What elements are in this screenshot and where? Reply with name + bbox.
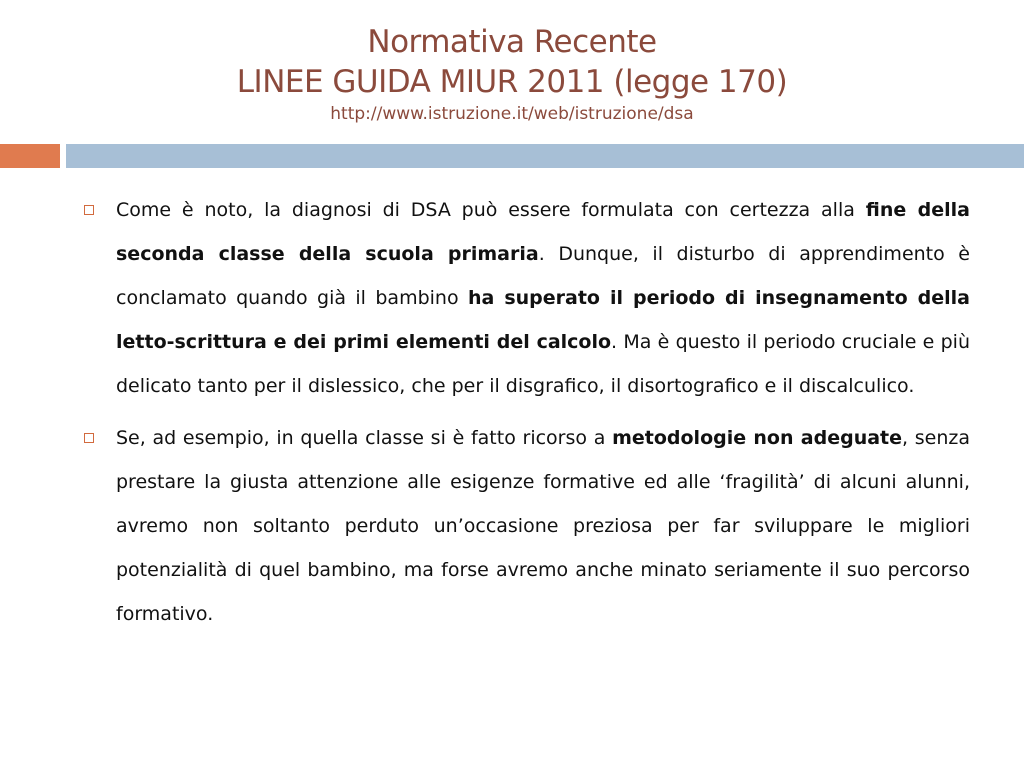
- bullet-text-2: [116, 416, 970, 636]
- square-bullet-icon: [84, 433, 94, 443]
- bullet-2-bold-a: metodologie non adeguate: [612, 427, 903, 449]
- bullet-1-text-a: Come è noto, la diagnosi di DSA può essere formulata con certezza alla: [116, 199, 866, 221]
- bullet-1-text-b: . Dunque, il disturbo di apprendimento è conclamato quando già il bambino: [116, 243, 970, 309]
- accent-bar-blue: [66, 144, 1024, 168]
- bullet-text-1: [116, 188, 970, 408]
- bullet-2-text-a: Se, ad esempio, in quella classe si è fatto ricorso a: [116, 427, 613, 449]
- square-bullet-icon: [84, 205, 94, 215]
- bullet-1-text-c: . Ma è questo il periodo cruciale e più delicato tanto per il dislessico, che per il disgrafico, il disortografico e il discalculico.: [116, 331, 970, 397]
- source-url: http://www.istruzione.it/web/istruzione/dsa: [330, 104, 694, 124]
- bullet-list: [80, 188, 970, 644]
- bullet-item-1: [80, 188, 970, 408]
- bullet-item-2: [80, 416, 970, 636]
- slide-title-block: [0, 22, 1024, 126]
- bullet-1-bold-a: fine della seconda classe della scuola primaria: [116, 199, 970, 265]
- slide-title: Normativa Recente: [367, 24, 657, 60]
- bullet-1-bold-b: ha superato il periodo di insegnamento della letto-scrittura e dei primi elementi del calcolo: [116, 287, 970, 353]
- bullet-2-text-b: , senza prestare la giusta attenzione alle esigenze formative ed alle ‘fragilità’ di alcuni alunni, avremo non soltanto perduto un’occasione preziosa per far sviluppare le migliori potenzialità di quel bambino, ma forse avremo anche minato seriamente il suo percorso formativo.: [116, 427, 971, 625]
- accent-bar-orange: [0, 144, 60, 168]
- slide-subtitle: LINEE GUIDA MIUR 2011 (legge 170): [236, 64, 788, 100]
